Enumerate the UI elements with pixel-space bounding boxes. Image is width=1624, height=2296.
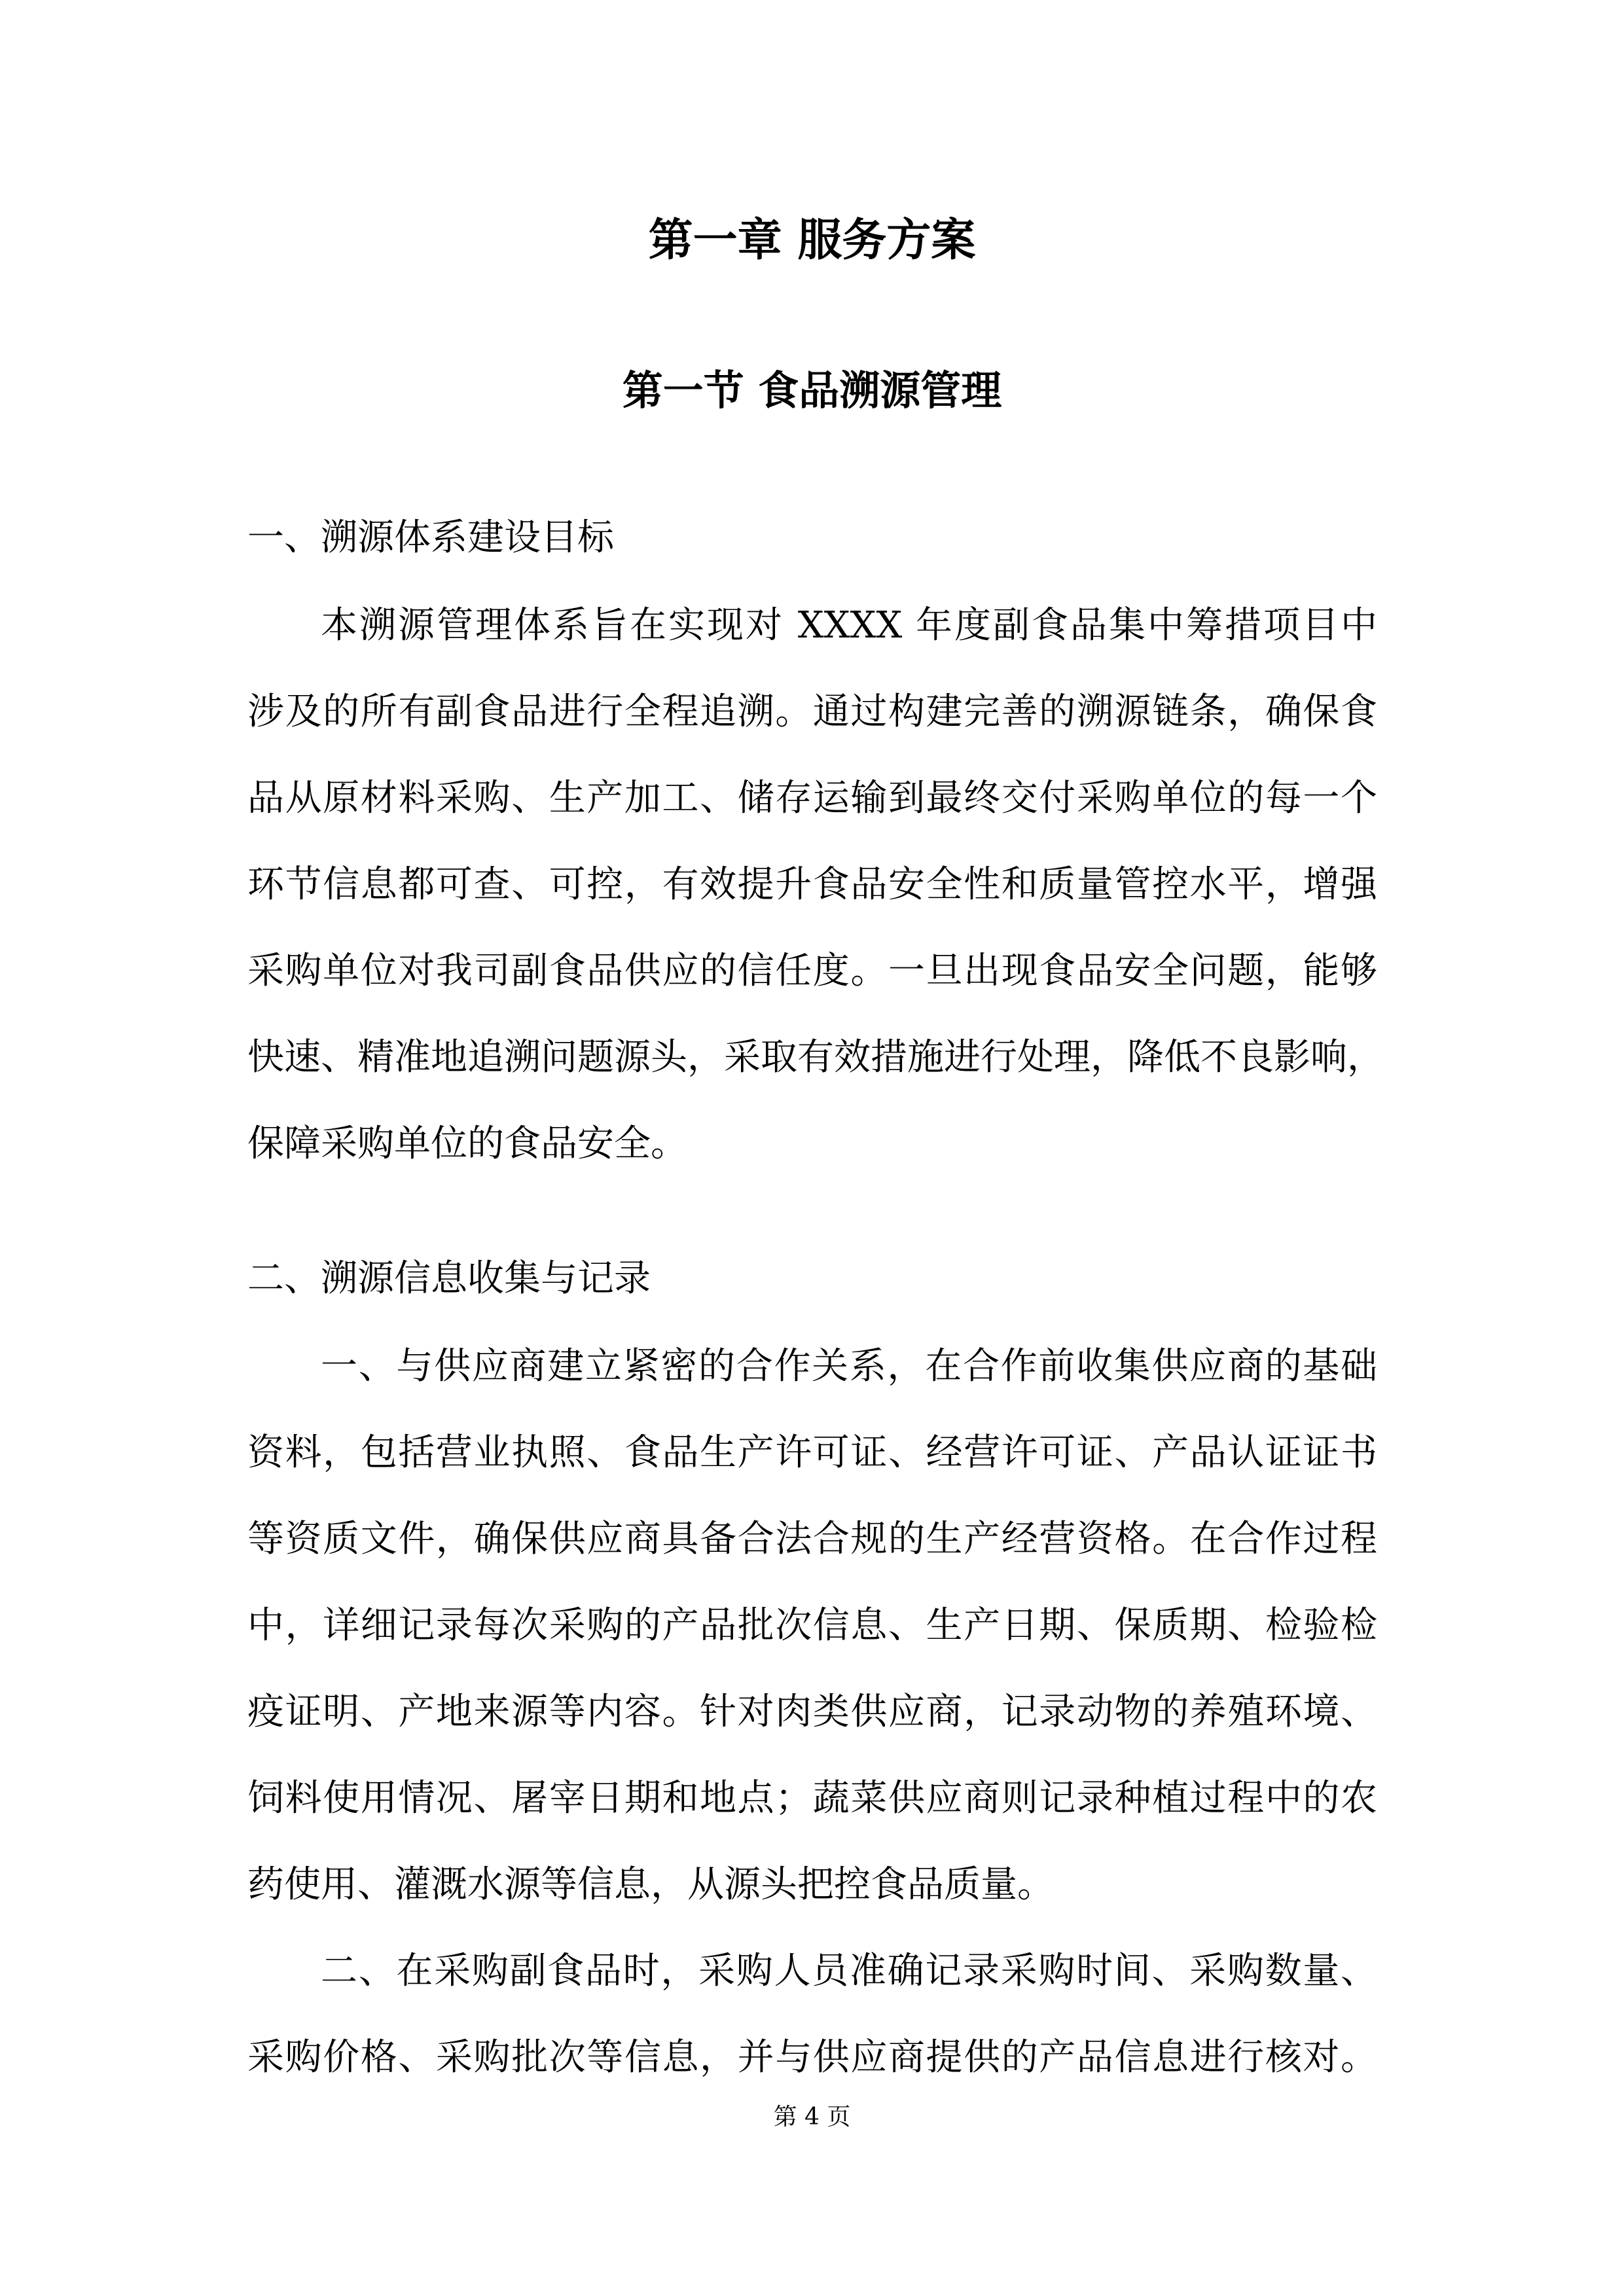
paragraph-line: 一、与供应商建立紧密的合作关系，在合作前收集供应商的基础 [321, 1345, 1377, 1388]
paragraph-line: 饲料使用情况、屠宰日期和地点；蔬菜供应商则记录种植过程中的农 [247, 1777, 1377, 1820]
page-number: 第 4 页 [773, 2104, 851, 2130]
paragraph-line: 资料，包括营业执照、食品生产许可证、经营许可证、产品认证证书 [247, 1431, 1377, 1474]
chapter-title: 第一章 服务方案 [648, 214, 976, 266]
paragraph-line: 保障采购单位的食品安全。 [247, 1122, 687, 1165]
paragraph-line: 环节信息都可查、可控，有效提升食品安全性和质量管控水平，增强 [247, 863, 1377, 906]
paragraph-line: 快速、精准地追溯问题源头，采取有效措施进行处理，降低不良影响， [247, 1036, 1384, 1079]
section2-heading: 二、溯源信息收集与记录 [247, 1257, 651, 1300]
paragraph-line: 涉及的所有副食品进行全程追溯。通过构建完善的溯源链条，确保食 [247, 691, 1377, 733]
paragraph-line: 采购单位对我司副食品供应的信任度。一旦出现食品安全问题，能够 [247, 950, 1377, 992]
paragraph-line: 品从原材料采购、生产加工、储存运输到最终交付采购单位的每一个 [247, 777, 1377, 819]
paragraph-line: 等资质文件，确保供应商具备合法合规的生产经营资格。在合作过程 [247, 1518, 1377, 1560]
paragraph-line: 采购价格、采购批次等信息，并与供应商提供的产品信息进行核对。 [247, 2036, 1377, 2079]
section-title: 第一节 食品溯源管理 [622, 367, 1002, 414]
paragraph-line: 二、在采购副食品时，采购人员准确记录采购时间、采购数量、 [321, 1950, 1377, 1992]
paragraph-line: 药使用、灌溉水源等信息，从源头把控食品质量。 [247, 1863, 1054, 1906]
paragraph-line: 本溯源管理体系旨在实现对 XXXX 年度副食品集中筹措项目中 [321, 604, 1377, 647]
paragraph-line: 中，详细记录每次采购的产品批次信息、生产日期、保质期、检验检 [247, 1604, 1377, 1647]
paragraph-line: 疫证明、产地来源等内容。针对肉类供应商，记录动物的养殖环境、 [247, 1691, 1377, 1733]
section1-heading: 一、溯源体系建设目标 [247, 516, 614, 559]
